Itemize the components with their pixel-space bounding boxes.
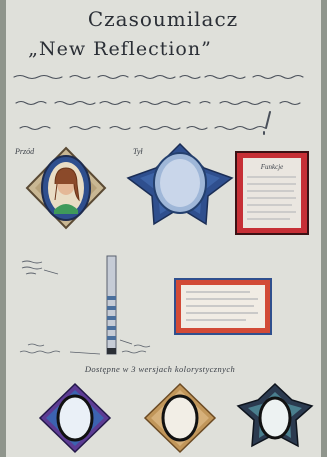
poster-subtitle: „New Reflection” bbox=[28, 38, 212, 60]
front-label: Przód bbox=[15, 147, 35, 156]
functions-panel bbox=[236, 152, 308, 234]
back-label: Tył bbox=[133, 147, 143, 156]
sizes-caption: Dostępne w 3 wersjach kolorystycznych bbox=[84, 364, 236, 374]
poster-title: Czasoumilacz bbox=[87, 7, 239, 31]
handle-rod bbox=[107, 256, 116, 354]
functions-panel-title: Funkcje bbox=[260, 163, 284, 171]
options-panel bbox=[175, 279, 271, 334]
